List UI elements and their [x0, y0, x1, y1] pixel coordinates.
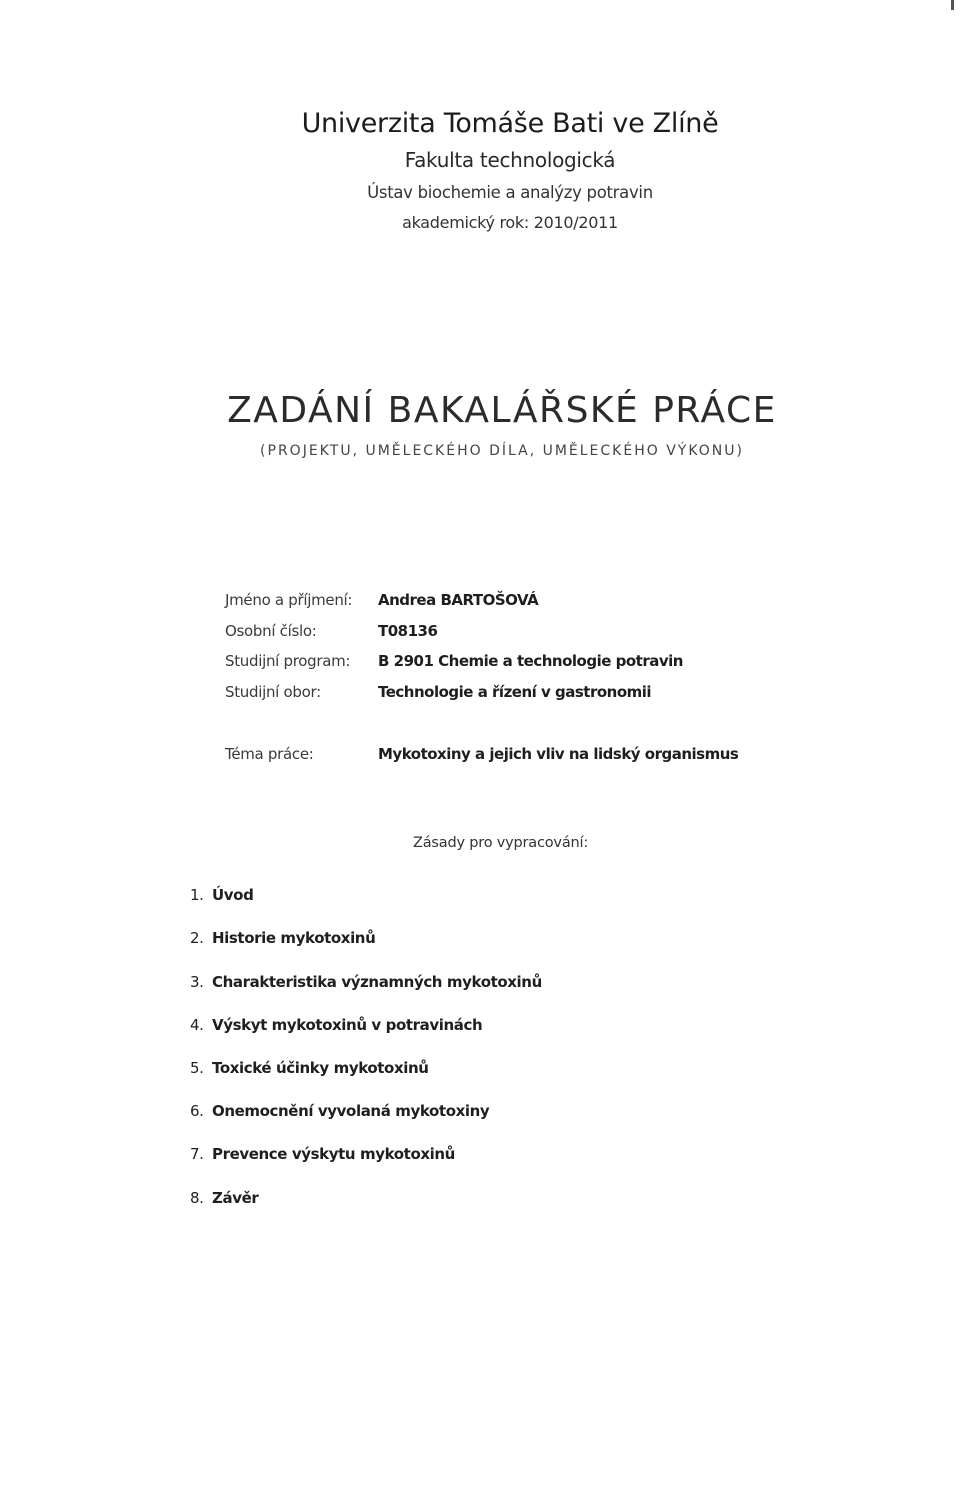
name-label: Jméno a příjmení:	[225, 591, 353, 609]
outline-item	[190, 929, 375, 947]
study-program-label: Studijní program:	[225, 652, 351, 670]
academic-year: akademický rok: 2010/2011	[402, 213, 618, 232]
personal-number-value: T08136	[378, 622, 438, 640]
university-name: Univerzita Tomáše Bati ve Zlíně	[301, 108, 719, 139]
name-value: Andrea BARTOŠOVÁ	[378, 591, 539, 609]
personal-number-label: Osobní číslo:	[225, 622, 317, 640]
outline-item	[190, 973, 542, 991]
outline-item-text: Historie mykotoxinů	[212, 929, 376, 947]
outline-item-text: Úvod	[212, 886, 254, 904]
outline-item	[190, 1016, 482, 1034]
outline-item	[190, 1189, 258, 1207]
document-title: ZADÁNÍ BAKALÁŘSKÉ PRÁCE	[227, 390, 777, 431]
outline-item-text: Závěr	[212, 1189, 259, 1207]
outline-item-number: 6.	[190, 1102, 204, 1120]
outline-item-text: Toxické účinky mykotoxinů	[212, 1059, 429, 1077]
outline-item	[190, 1145, 455, 1163]
institute-name: Ústav biochemie a analýzy potravin	[367, 183, 653, 202]
outline-item-number: 2.	[190, 929, 204, 947]
outline-item-text: Onemocnění vyvolaná mykotoxiny	[212, 1102, 490, 1120]
outline-item-text: Charakteristika významných mykotoxinů	[212, 973, 542, 991]
outline-item	[190, 1102, 489, 1120]
outline-item-number: 5.	[190, 1059, 204, 1077]
principles-heading: Zásady pro vypracování:	[413, 835, 589, 851]
outline-item-text: Prevence výskytu mykotoxinů	[212, 1145, 455, 1163]
document-subtitle: (PROJEKTU, UMĚLECKÉHO DÍLA, UMĚLECKÉHO VÝKONU)	[260, 443, 744, 459]
outline-item-number: 3.	[190, 973, 204, 991]
outline-item-number: 1.	[190, 886, 204, 904]
faculty-name: Fakulta technologická	[404, 148, 616, 172]
outline-item-number: 4.	[190, 1016, 204, 1034]
study-field-label: Studijní obor:	[225, 683, 321, 701]
outline-item-number: 7.	[190, 1145, 204, 1163]
study-program-value: B 2901 Chemie a technologie potravin	[378, 652, 683, 670]
study-field-value: Technologie a řízení v gastronomii	[378, 683, 652, 701]
outline-item-text: Výskyt mykotoxinů v potravinách	[212, 1016, 483, 1034]
outline-item	[190, 886, 253, 904]
outline-item	[190, 1059, 429, 1077]
topic-value: Mykotoxiny a jejich vliv na lidský organismus	[378, 745, 739, 763]
outline-item-number: 8.	[190, 1189, 204, 1207]
scan-mark	[951, 0, 954, 10]
topic-label: Téma práce:	[225, 745, 314, 763]
